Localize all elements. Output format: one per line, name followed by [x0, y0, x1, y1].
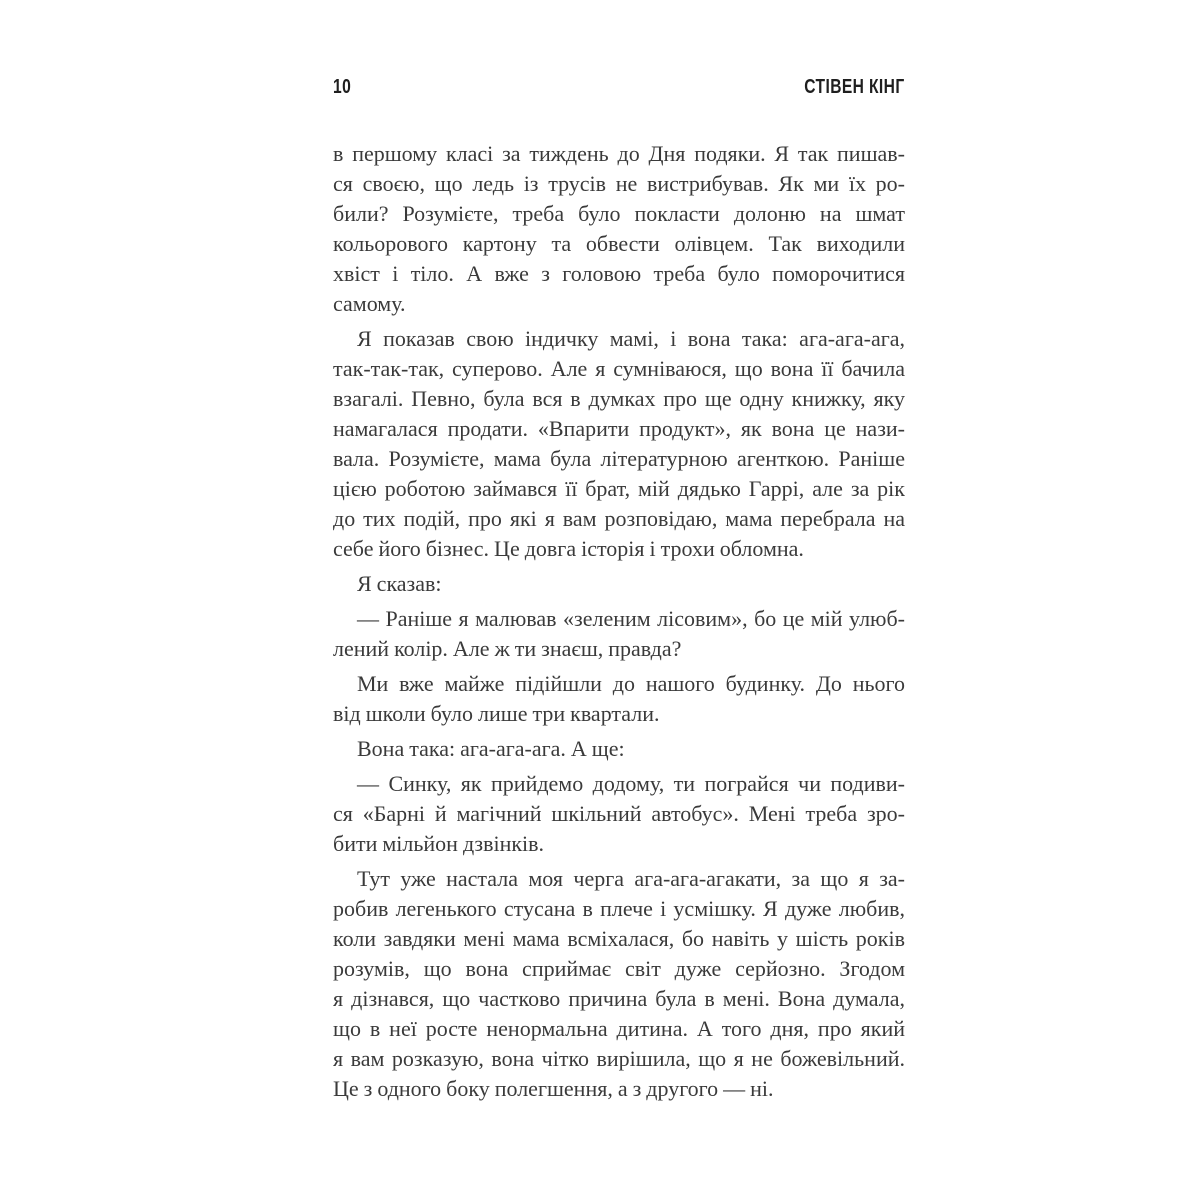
text-line: — Раніше я малював «зеленим лісовим», бо це мій улюб- [357, 606, 905, 631]
text-line: я дізнався, що частково причина була в мені. Вона думала, [333, 986, 905, 1011]
text-line: розумів, що вона сприймає світ дуже серйозно. Згодом [333, 956, 905, 981]
paragraph [333, 769, 905, 859]
paragraph [333, 324, 905, 564]
text-line: кольорового картону та обвести олівцем. Так виходили [333, 231, 905, 256]
page-number: 10 [333, 76, 352, 98]
text-column [333, 0, 905, 1104]
text-line: Я сказав: [357, 571, 442, 596]
text-line: — Синку, як прийдемо додому, ти пограйся чи подиви- [357, 771, 905, 796]
text-line: Це з одного боку полегшення, а з другого — ні. [333, 1076, 774, 1101]
text-line: лений колір. Але ж ти знаєш, правда? [333, 636, 682, 661]
text-line: Тут уже настала моя черга ага-ага-агакати, за що я за- [357, 866, 905, 891]
running-title: СТІВЕН КІНГ [804, 76, 905, 98]
paragraph [333, 604, 905, 664]
text-line: Я показав свою індичку мамі, і вона така: ага-ага-ага, [357, 326, 905, 351]
text-line: Вона така: ага-ага-ага. А ще: [357, 736, 625, 761]
text-line: намагалася продати. «Впарити продукт», як вона це нази- [333, 416, 905, 441]
paragraph [333, 139, 905, 319]
text-line: били? Розумієте, треба було покласти долоню на шмат [333, 201, 905, 226]
text-line: Ми вже майже підійшли до нашого будинку. До нього [357, 671, 905, 696]
paragraph [333, 669, 905, 729]
text-line: себе його бізнес. Це довга історія і трохи обломна. [333, 536, 804, 561]
text-line: вала. Розумієте, мама була літературною агенткою. Раніше [333, 446, 905, 471]
text-line: ся своєю, що ледь із трусів не вистрибував. Як ми їх ро- [333, 171, 905, 196]
paragraph [333, 569, 905, 599]
page-header [333, 0, 905, 99]
text-line: самому. [333, 291, 406, 316]
text-line: бити мільйон дзвінків. [333, 831, 545, 856]
text-line: я вам розказую, вона чітко вирішила, що я не божевільний. [333, 1046, 905, 1071]
text-line: в першому класі за тиждень до Дня подяки. Я так пишав- [333, 141, 905, 166]
paragraph [333, 864, 905, 1104]
text-line: взагалі. Певно, була вся в думках про ще одну книжку, яку [333, 386, 905, 411]
text-line: що в неї росте ненормальна дитина. А того дня, про який [333, 1016, 905, 1041]
text-line: цією роботою займався її брат, мій дядько Гаррі, але за рік [333, 476, 905, 501]
text-line: ся «Барні й магічний шкільний автобус». Мені треба зро- [333, 801, 905, 826]
text-line: робив легенького стусана в плече і усмішку. Я дуже любив, [333, 896, 905, 921]
text-line: так-так-так, суперово. Але я сумніваюся, що вона її бачила [333, 356, 905, 381]
text-line: коли завдяки мені мама всміхалася, бо навіть у шість років [333, 926, 905, 951]
paragraph [333, 734, 905, 764]
text-line: хвіст і тіло. А вже з головою треба було поморочитися [333, 261, 905, 286]
text-line: від школи було лише три квартали. [333, 701, 660, 726]
text-line: до тих подій, про які я вам розповідаю, мама перебрала на [333, 506, 905, 531]
body-text [333, 139, 905, 1104]
